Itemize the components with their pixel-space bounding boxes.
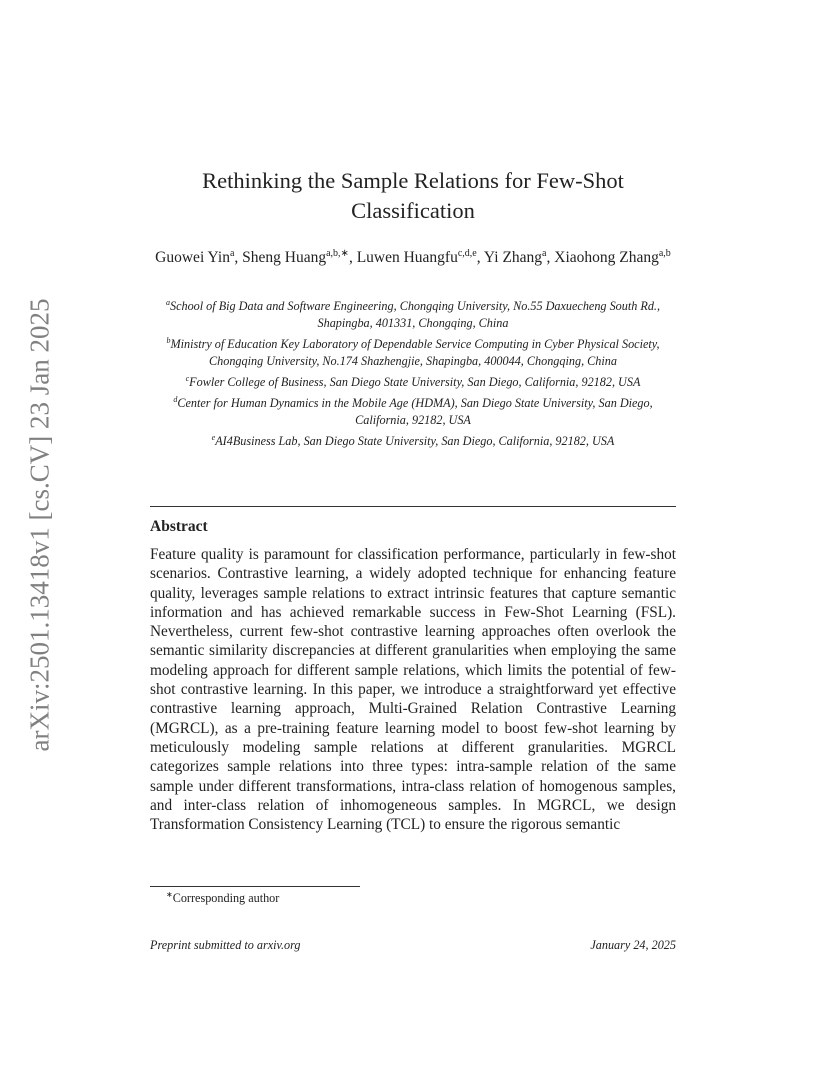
- author-affil-mark: a: [542, 248, 547, 259]
- author-name: Guowei Yin: [155, 249, 230, 267]
- footnote-mark: ∗: [166, 890, 173, 899]
- author-affil-mark: c,d,e: [457, 248, 477, 259]
- author-separator: ,: [234, 249, 243, 267]
- paper-title: [150, 166, 676, 226]
- author-separator: ,: [476, 249, 484, 267]
- submission-date: January 24, 2025: [590, 938, 676, 952]
- author-affil-mark: a,b: [658, 248, 671, 259]
- affiliation-label: d: [173, 395, 178, 405]
- affiliation-label: b: [166, 336, 171, 346]
- preprint-note: Preprint submitted to arxiv.org: [150, 938, 301, 952]
- author-name: Luwen Huangfu: [356, 249, 458, 267]
- author-affil-mark: a: [229, 248, 235, 259]
- affiliation-text: School of Big Data and Software Engineering, Chongqing University, No.55 Daxuecheng South Rd., Shapingba, 401331, Chongqing, China: [169, 299, 661, 331]
- affiliation-label: e: [211, 433, 216, 443]
- affiliation-text: Ministry of Education Key Laboratory of Dependable Service Computing in Cyber Physical Society, Chongqing University, No.174 Shazhengjie, Shapingba, 400044, Chongqing, China: [170, 337, 660, 369]
- affiliation-text: AI4Business Lab, San Diego State University, San Diego, California, 92182, USA: [215, 434, 615, 449]
- affiliation: [150, 332, 676, 370]
- arxiv-identifier: arXiv:2501.13418v1 [cs.CV] 23 Jan 2025: [24, 298, 55, 752]
- affiliation: [150, 294, 676, 332]
- affiliation-text: Center for Human Dynamics in the Mobile Age (HDMA), San Diego State University, San Diego, California, 92182, USA: [177, 396, 653, 428]
- affiliation-label: c: [185, 374, 190, 384]
- author: [242, 249, 357, 266]
- author-name: Yi Zhang: [483, 249, 543, 267]
- title-line-1: Rethinking the Sample Relations for Few-Shot: [202, 168, 624, 193]
- author-separator: ,: [348, 249, 357, 267]
- footnote-text: Corresponding author: [172, 891, 280, 906]
- affiliation: [150, 370, 676, 391]
- footnote-divider: [150, 886, 360, 887]
- abstract-body: Feature quality is paramount for classification performance, particularly in few-shot scenarios. Contrastive learning, a widely adopted technique for enhancing feature quality, leverages sample relations to extract intrinsic features that capture semantic information and has achieved remarkable success in Few-Shot Learning (FSL). Nevertheless, current few-shot contrastive learning approaches often overlook the semantic similarity discrepancies at different granularities when employing the same modeling approach for different sample relations, which limits the potential of few-shot contrastive learning. In this paper, we introduce a straightforward yet effective contrastive learning approach, Multi-Grained Relation Contrastive Learning (MGRCL), as a pre-training feature learning model to boost few-shot learning by meticulously modeling sample relations at different granularities. MGRCL categorizes sample relations into three types: intra-sample relation of the same sample under different transformations, intra-class relation of homogenous samples, and inter-class relation of inhomogeneous samples. In MGRCL, we design Transformation Consistency Learning (TCL) to ensure the rigorous semantic: [150, 546, 676, 834]
- author: [155, 249, 242, 266]
- footnote: [166, 890, 279, 906]
- section-divider: [150, 506, 676, 507]
- abstract-heading: Abstract: [150, 518, 208, 535]
- author-affil-mark: a,b,∗: [326, 248, 349, 259]
- author: [484, 249, 554, 266]
- title-line-2: Classification: [351, 198, 475, 223]
- author-separator: ,: [546, 249, 555, 267]
- affiliation-label: a: [165, 298, 170, 307]
- affiliation: [150, 391, 676, 429]
- affiliation-list: [150, 294, 676, 450]
- affiliation-text: Fowler College of Business, San Diego State University, San Diego, California, 92182, USA: [189, 375, 641, 390]
- author-name: Sheng Huang: [242, 249, 327, 267]
- author-name: Xiaohong Zhang: [554, 249, 659, 267]
- author-list: [150, 244, 676, 268]
- author: [357, 249, 484, 266]
- affiliation: [150, 429, 676, 450]
- author: [554, 249, 671, 266]
